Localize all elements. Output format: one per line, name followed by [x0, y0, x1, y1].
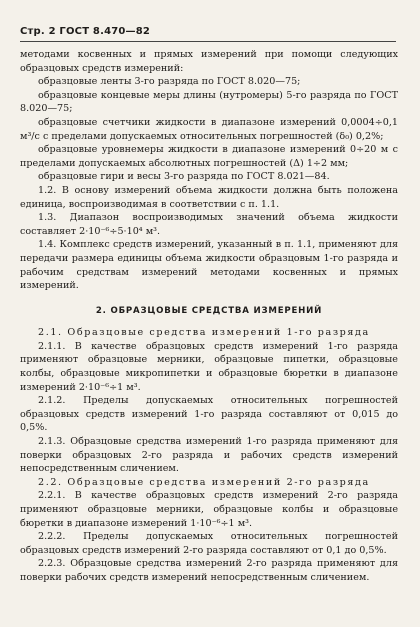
clause-2-1-2: 2.1.2. Пределы допускаемых относительных погрешностей образцовых средств измерений 1-го разряда составляют от 0,015 до 0,5%.	[20, 395, 398, 434]
clause-2-2-3: 2.2.3. Образцовые средства измерений 2-го разряда применяют для поверки рабочих средств измерений непосредственным сличением.	[20, 558, 398, 583]
paragraph-continuation: методами косвенных и прямых измерений при помощи следующих образцовых средств измерений:	[20, 49, 398, 74]
clause-1-2: 1.2. В основу измерений объема жидкости должна быть положена единица, воспроизводимая в соответствии с п. 1.1.	[20, 184, 398, 210]
clause-1-3: 1.3. Диапазон воспроизводимых значений объема жидкости составляет 2·10⁻⁶÷5·10⁴ м³.	[20, 212, 398, 237]
clause-2-1-1: 2.1.1. В качестве образцовых средств измерений 1-го разряда применяют образцовые мерники, образцовые пипетки, образцовые колбы, образцовые микропипетки и образцовые бюретки в диапазоне измерений 2·10⁻⁶÷1 м³.	[20, 340, 398, 393]
header-rule	[20, 41, 396, 42]
list-item-level-gauges: образцовые уровнемеры жидкости в диапазоне измерений 0÷20 м с пределами допускаемых абсолютных погрешностей (Δ) 1÷2 мм;	[20, 144, 398, 169]
clause-2-1-heading: 2.1. Образцовые средства измерений 1-го разряда	[38, 327, 370, 339]
list-item-tapes: образцовые ленты 3-го разряда по ГОСТ 8.020—75;	[38, 76, 301, 88]
document-body	[20, 48, 398, 585]
clause-2-2-1: 2.2.1. В качестве образцовых средств измерений 2-го разряда применяют образцовые мерники, образцовые колбы и образцовые бюретки в диапазоне измерений 1·10⁻⁶÷1 м³.	[20, 490, 398, 529]
list-item-flow-meters: образцовые счетчики жидкости в диапазоне измерений 0,0004÷0,1 м³/с с пределами допускаемых относительных погрешностей (δ₀) 0,2%;	[20, 116, 398, 142]
list-item-gauge-blocks: образцовые концевые меры длины (нутромеры) 5-го разряда по ГОСТ 8.020—75;	[20, 89, 398, 115]
section-2-title: 2. ОБРАЗЦОВЫЕ СРЕДСТВА ИЗМЕРЕНИЙ	[95, 305, 323, 316]
clause-2-1-3: 2.1.3. Образцовые средства измерений 1-го разряда применяют для поверки образцовых 2-го разряда и рабочих средств измерений непосредственным сличением.	[20, 436, 398, 475]
clause-2-2-heading: 2.2. Образцовые средства измерений 2-го разряда	[38, 476, 370, 488]
page-header: Стр. 2 ГОСТ 8.470—82	[20, 26, 151, 37]
clause-1-4: 1.4. Комплекс средств измерений, указанный в п. 1.1, применяют для передачи размера единицы объема жидкости образцовым 1-го разряда и рабочим средствам измерений методами косвенных и прямых измерений.	[20, 239, 398, 292]
clause-2-2-2: 2.2.2. Пределы допускаемых относительных погрешностей образцовых средств измерений 2-го разряда составляют от 0,1 до 0,5%.	[20, 531, 398, 556]
list-item-weights: образцовые гири и весы 3-го разряда по ГОСТ 8.021—84.	[38, 171, 330, 183]
